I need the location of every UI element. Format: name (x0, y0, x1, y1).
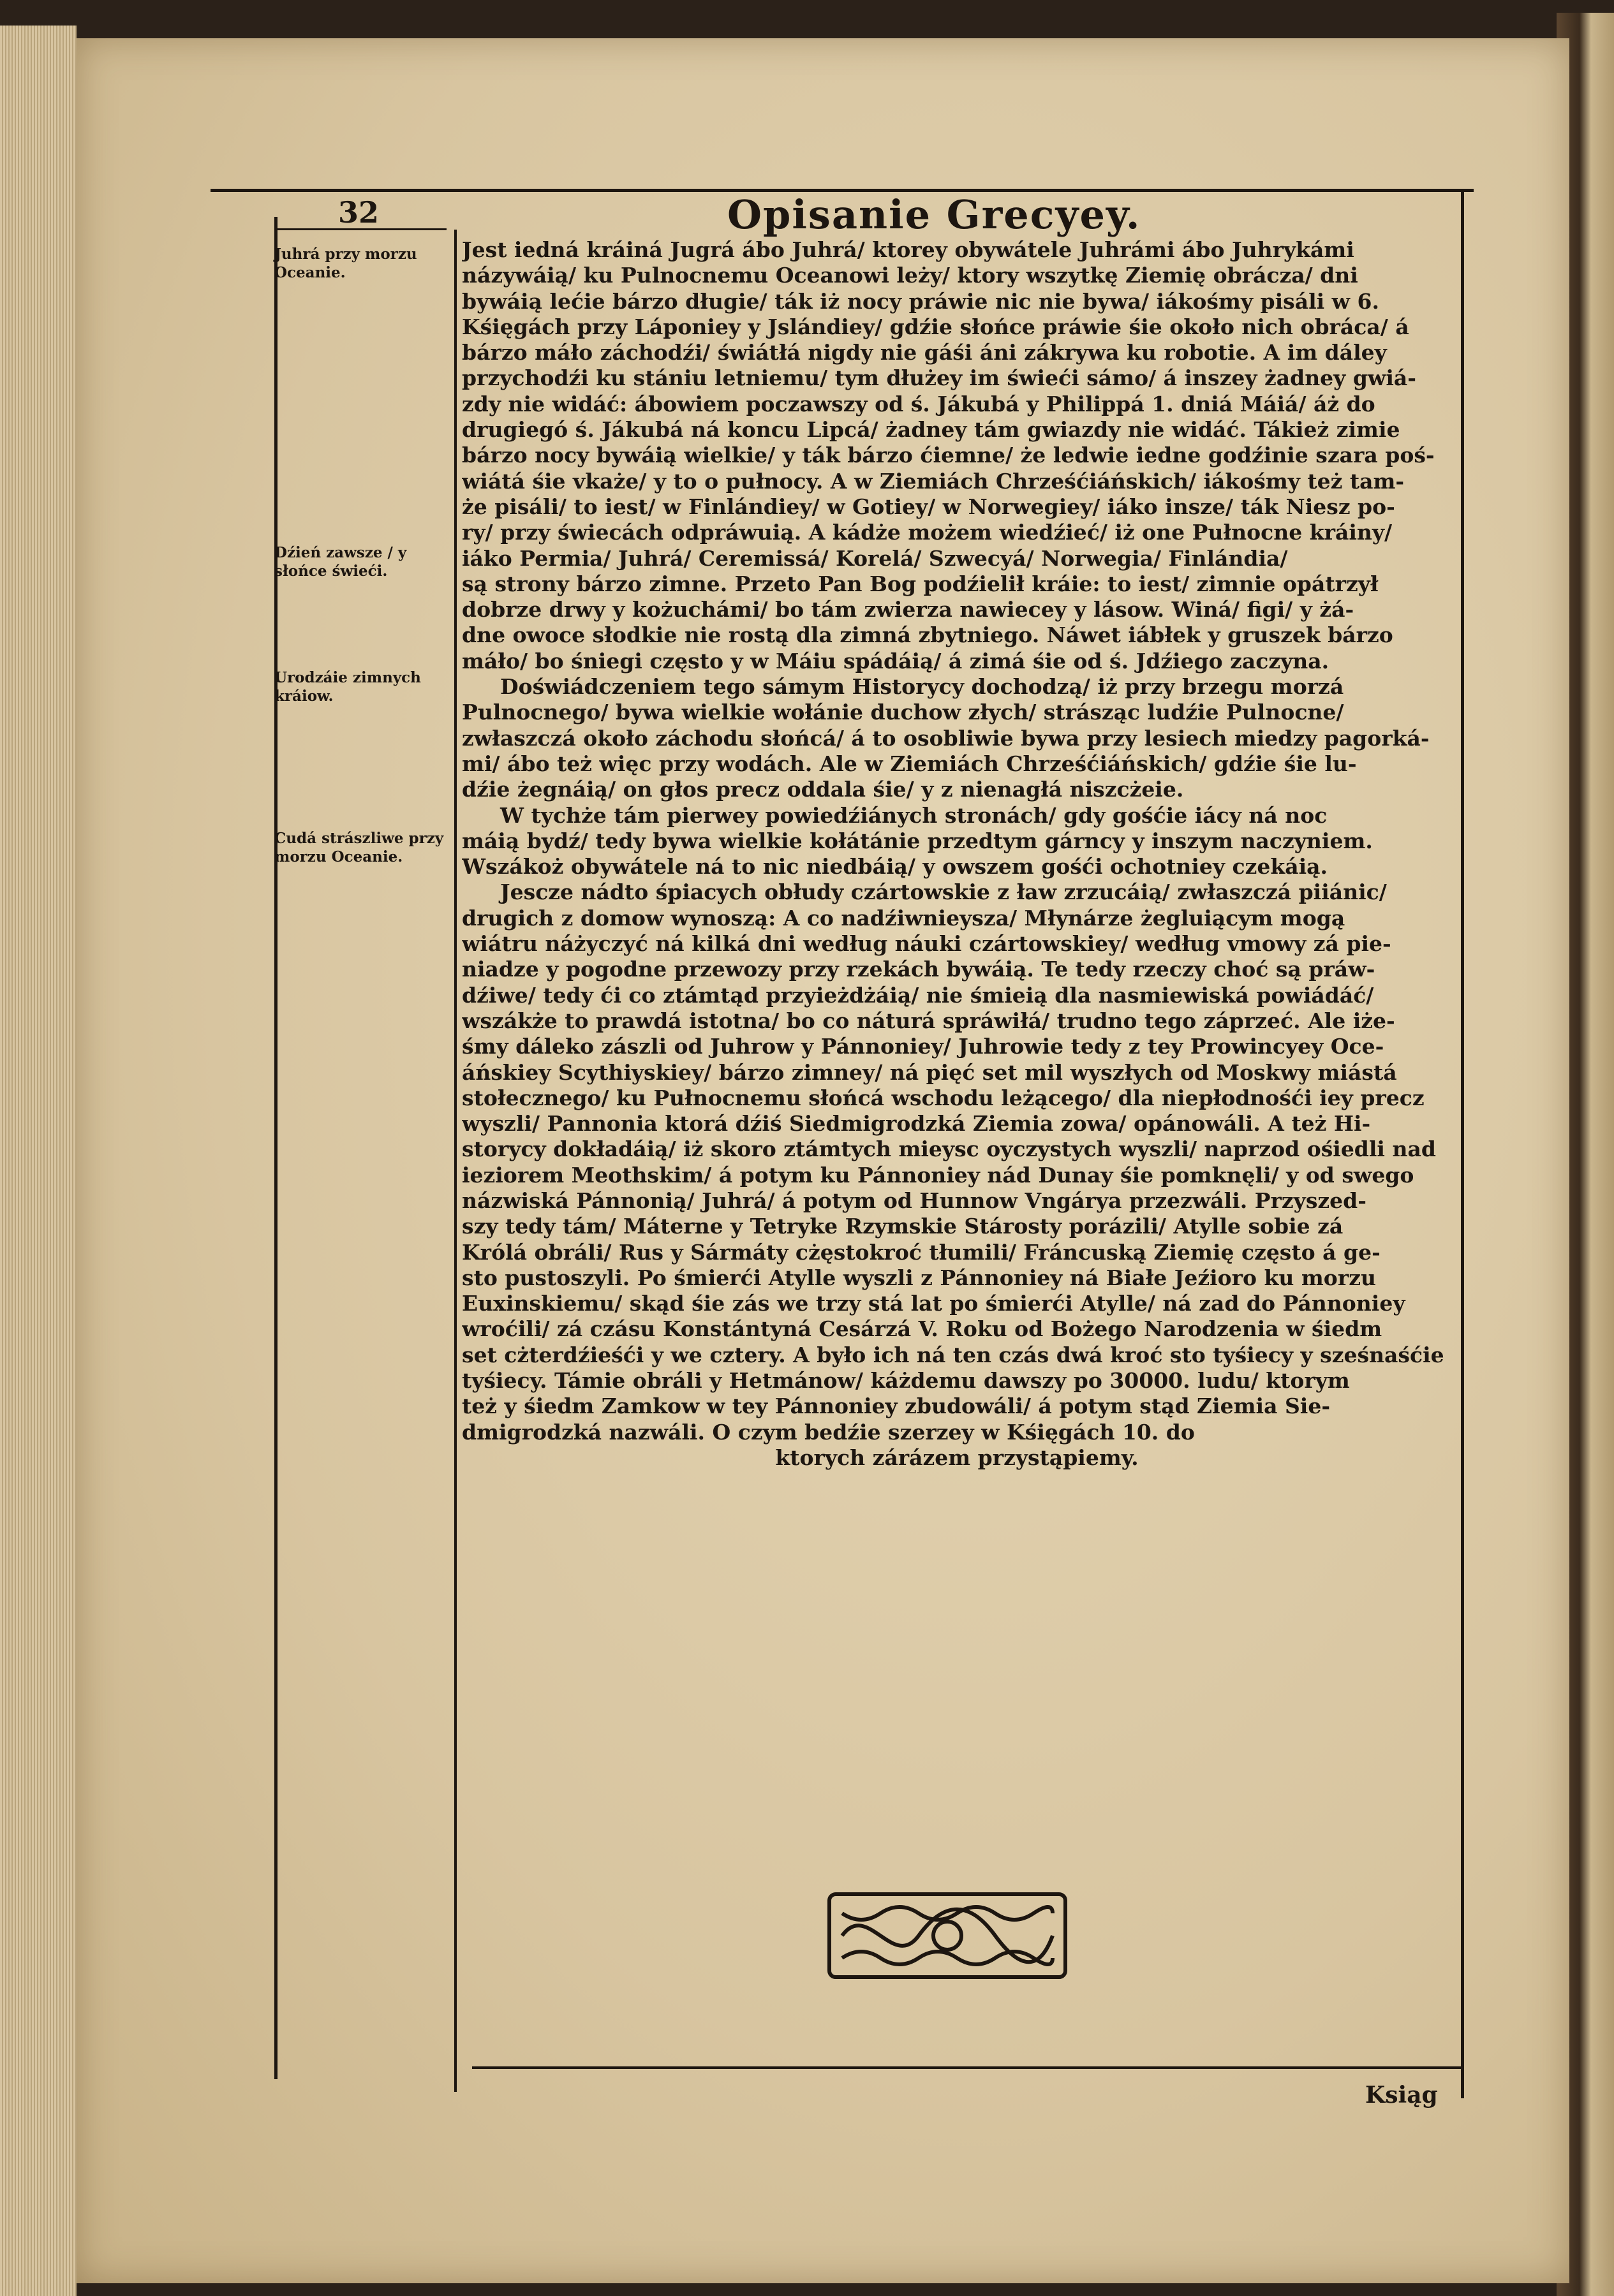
body-line: Królá obráli/ Rus y Sármáty cżęstokroć tłumili/ Fráncuską Ziemię często á ge- (462, 1239, 1381, 1265)
body-line: wiátru náżyczyć ná kilká dni według náuki czártowskiey/ według vmowy zá pie- (462, 931, 1391, 957)
right-frame-rule (1461, 191, 1464, 2098)
body-line: śmy dáleko zászli od Juhrow y Pánnoniey/ Juhrowie tedy z tey Prowincyey Oce- (462, 1034, 1384, 1059)
body-line: bárzo nocy bywáią wielkie/ y ták bárzo ćiemne/ że ledwie iedne godźinie szara poś- (462, 443, 1435, 468)
body-line: Jest iedná kráiná Jugrá ábo Juhrá/ ktorey obywátele Juhrámi ábo Juhrykámi (462, 237, 1354, 262)
body-line: Pulnocnego/ bywa wielkie wołánie duchow złych/ strásząc ludźie Pulnocne/ (462, 700, 1344, 725)
body-line: ktorych zárázem przystąpiemy. (775, 1445, 1139, 1470)
body-line: Kśięgách przy Láponiey y Jslándiey/ gdźie słońce práwie śie około nich obráca/ á (462, 314, 1409, 339)
body-line: W tychże tám pierwey powiedźiánych stronách/ gdy gośćie iácy ná noc (500, 802, 1328, 828)
body-line: wyszli/ Pannonia ktorá dźiś Siedmigrodzká Ziemia zowa/ opánowáli. A też Hi- (462, 1111, 1371, 1137)
column-divider-rule (454, 230, 457, 2092)
margin-note: Juhrá przy morzu Oceanie. (274, 246, 417, 281)
printers-ornament (823, 1888, 1072, 1983)
bottom-rule (472, 2066, 1461, 2069)
body-line: przychodźi ku stániu letniemu/ tym dłużey im świeći sámo/ á inszey żadney gwiá- (462, 365, 1416, 391)
body-line: bywáią lećie bárzo długie/ ták iż nocy práwie nic nie bywa/ iákośmy pisáli w 6. (462, 288, 1379, 314)
body-line: Jescze nádto śpiacych obłudy czártowskie z ław zrzucáią/ zwłaszczá piiánic/ (500, 879, 1387, 905)
running-title: Opisanie Grecyey. (727, 191, 1141, 238)
body-line: storycy dokładáią/ iż skoro ztámtych mieysc oyczystych wyszli/ naprzod ośiedli nad (462, 1137, 1436, 1162)
body-line: drugiegó ś. Jákubá ná koncu Lipcá/ żadney tám gwiazdy nie widáć. Tákież zimie (462, 417, 1400, 443)
body-line: dmigrodzká nazwáli. O czym bedźie szerzey w Kśięgách 10. do (462, 1419, 1195, 1445)
body-line: wszákże to prawdá istotna/ bo co náturá spráwiłá/ trudno tego záprzeć. Ale iże- (462, 1008, 1395, 1033)
body-line: wiátá śie vkaże/ y to o pułnocy. A w Ziemiách Chrześćiáńskich/ iákośmy też tam- (462, 468, 1405, 494)
body-line: dźiwe/ tedy ći co ztámtąd przyieżdżáią/ nie śmieią dla nasmiewiská powiádáć/ (462, 982, 1374, 1008)
body-line: są strony bárzo zimne. Przeto Pan Bog podźielił kráie: to iest/ zimnie opátrzył (462, 571, 1379, 596)
body-line: áńskiey Scythiyskiey/ bárzo zimney/ ná pięć set mil wyszłych od Moskwy miástá (462, 1059, 1397, 1085)
body-line: iáko Permia/ Juhrá/ Ceremissá/ Korelá/ Szwecyá/ Norwegia/ Finlándia/ (462, 545, 1288, 571)
body-line: dobrze drwy y kożuchámi/ bo tám zwierza nawiecey y lásow. Winá/ figi/ y żá- (462, 597, 1354, 622)
body-line: zwłaszczá około záchodu słońcá/ á to osobliwie bywa przy lesiech miedzy pagorká- (462, 725, 1430, 751)
body-text (462, 237, 1452, 1471)
body-line: máią bydź/ tedy bywa wielkie kołátánie przedtym gárncy y inszym naczyniem. (462, 828, 1373, 853)
body-line: ry/ przy świecách odpráwuią. A kádże możem wiedźieć/ iż one Pułnocne kráiny/ (462, 520, 1393, 545)
body-line: ieziorem Meothskim/ á potym ku Pánnoniey nád Dunay śie pomknęli/ y od swego (462, 1162, 1414, 1188)
body-line: sto pustoszyli. Po śmierći Atylle wyszli z Pánnoniey ná Białe Jeźioro ku morzu (462, 1265, 1376, 1290)
body-line: Wszákoż obywátele ná to nic niedbáią/ y owszem gośći ochotniey czekáią. (462, 854, 1328, 879)
body-line: názwiská Pánnonią/ Juhrá/ á potym od Hunnow Vngárya przezwáli. Przyszed- (462, 1188, 1366, 1213)
body-line: szy tedy tám/ Máterne y Tetryke Rzymskie Stárosty porázili/ Atylle sobie zá (462, 1214, 1344, 1239)
body-line: Doświádczeniem tego sámym Historycy dochodzą/ iż przy brzegu morzá (500, 674, 1344, 700)
margin-note: Urodzáie zimnych kráiow. (274, 669, 421, 705)
body-line: dne owoce słodkie nie rostą dla zimná zbytniego. Náwet iábłek y gruszek bárzo (462, 622, 1393, 648)
body-line: mi/ ábo też więc przy wodách. Ale w Ziemiách Chrześćiáńskich/ gdźie śie lu- (462, 751, 1357, 776)
body-line: niadze y pogodne przewozy przy rzekách bywáią. Te tedy rzeczy choć są práw- (462, 957, 1375, 982)
margin-note: Cudá strászliwe przy morzu Oceanie. (274, 830, 444, 865)
body-line: drugich z domow wynoszą: A co nadźiwnieysza/ Młynárze żegluiącym mogą (462, 905, 1345, 931)
catchword: Ksiąg (1365, 2082, 1438, 2108)
page-edges-left (0, 26, 77, 2296)
body-line: set cżterdźieśći y we cztery. A było ich ná ten czás dwá kroć sto tyśiecy y sześnaśćie (462, 1342, 1444, 1367)
left-frame-rule (274, 217, 278, 2079)
page-number: 32 (338, 195, 380, 230)
body-line: dźie żegnáią/ on głos precz oddala śie/ y z nienagłá niszcżeie. (462, 777, 1184, 802)
body-line: stołecznego/ ku Pułnocnemu słońcá wschodu leżącego/ dla niepłodnośći iey precz (462, 1085, 1425, 1110)
body-line: tyśiecy. Támie obráli y Hetmánow/ káżdemu dawszy po 30000. ludu/ ktorym (462, 1368, 1350, 1394)
body-line: że pisáli/ to iest/ w Finlándiey/ w Gotiey/ w Norwegiey/ iáko insze/ ták Niesz po- (462, 494, 1395, 519)
body-line: też y śiedm Zamkow w tey Pánnoniey zbudowáli/ á potym stąd Ziemia Sie- (462, 1394, 1331, 1419)
margin-note: Dźień zawsze / y słońce świeći. (274, 544, 407, 580)
body-line: máło/ bo śniegi często y w Máiu spádáią/ á zimá śie od ś. Jdźiego zaczyna. (462, 648, 1329, 673)
body-line: Euxinskiemu/ skąd śie zás we trzy stá lat po śmierći Atylle/ ná zad do Pánnoniey (462, 1291, 1405, 1316)
body-line: zdy nie widáć: ábowiem poczawszy od ś. Jákubá y Philippá 1. dniá Máiá/ áż do (462, 391, 1375, 416)
body-line: bárzo máło záchodźi/ świátłá nigdy nie gáśi áni zákrywa ku robotie. A im dáley (462, 340, 1387, 365)
body-line: wroćili/ zá czásu Konstántyná Cesárzá V. Roku od Bożego Narodzenia w śiedm (462, 1316, 1382, 1342)
body-line: názywáią/ ku Pulnocnemu Oceanowi leży/ ktory wszytkę Ziemię obrácza/ dni (462, 263, 1358, 288)
